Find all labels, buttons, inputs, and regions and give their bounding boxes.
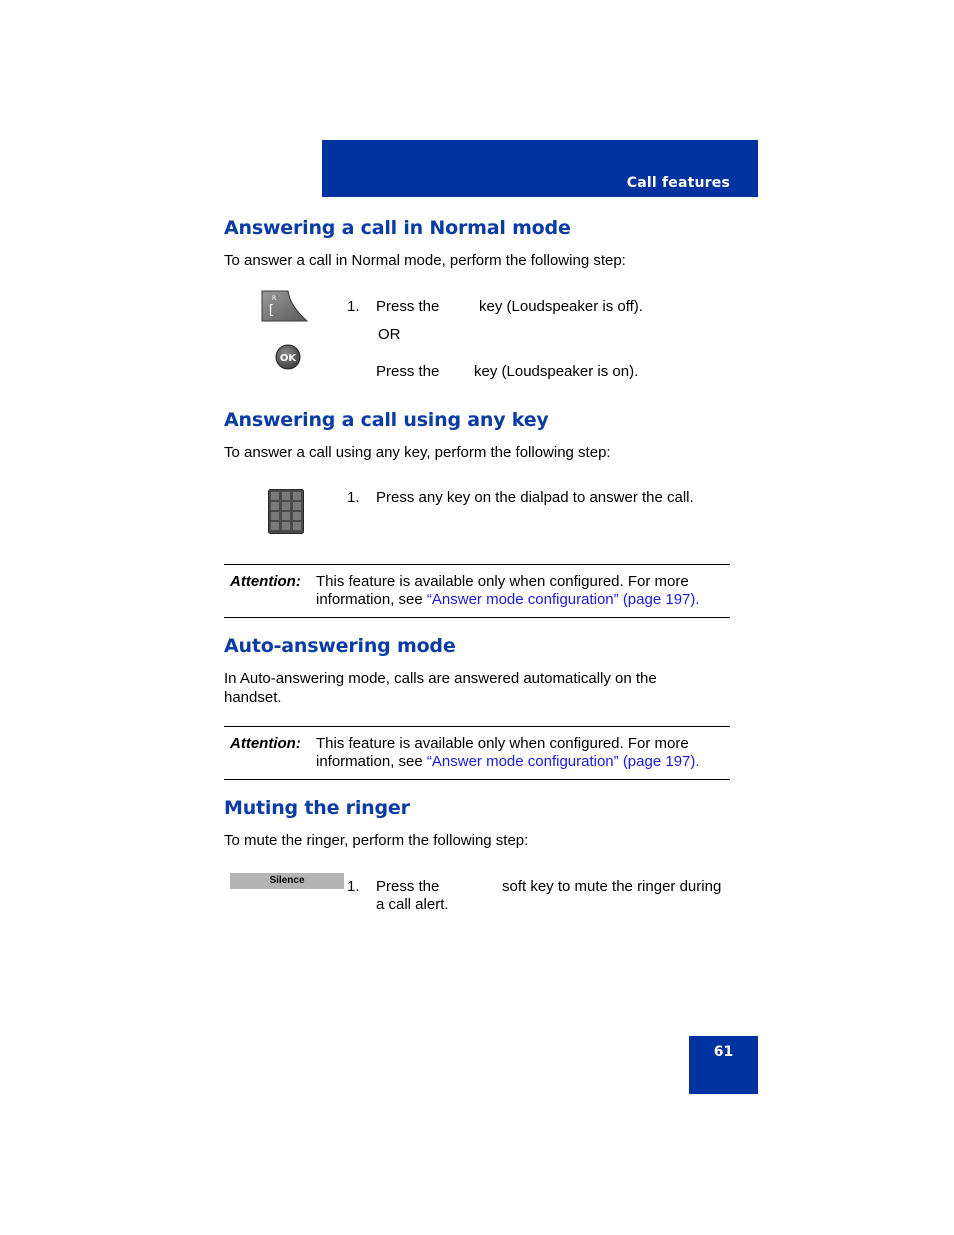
step-text: Press any key on the dialpad to answer the call. bbox=[376, 489, 694, 506]
page-number: 61 bbox=[713, 1044, 734, 1060]
chapter-title: Call features bbox=[626, 175, 730, 191]
attention-note bbox=[316, 735, 726, 771]
intro-auto-answering: In Auto-answering mode, calls are answered automatically on the handset. bbox=[224, 670, 657, 706]
step-text: soft key to mute the ringer during bbox=[502, 878, 722, 895]
intro-normal-mode: To answer a call in Normal mode, perform the following step: bbox=[224, 252, 626, 269]
divider bbox=[224, 564, 730, 565]
link-period: . bbox=[695, 753, 700, 770]
attention-label: Attention: bbox=[230, 735, 301, 752]
page-number-box bbox=[689, 1036, 758, 1094]
step-text: Press the bbox=[376, 298, 440, 315]
heading-muting-ringer: Muting the ringer bbox=[224, 797, 410, 819]
link-period: . bbox=[695, 591, 700, 608]
divider bbox=[224, 726, 730, 727]
intro-muting-ringer: To mute the ringer, perform the following step: bbox=[224, 832, 529, 849]
divider bbox=[224, 779, 730, 780]
attention-note bbox=[316, 573, 726, 609]
step-text: Press the bbox=[376, 878, 440, 895]
step-text: key (Loudspeaker is on). bbox=[474, 363, 639, 380]
chapter-header-band bbox=[322, 140, 758, 197]
answer-key-icon bbox=[260, 290, 308, 322]
svg-text:[: [ bbox=[267, 303, 275, 318]
attention-label: Attention: bbox=[230, 573, 301, 590]
step-text: key (Loudspeaker is off). bbox=[479, 298, 643, 315]
step-number: 1. bbox=[347, 489, 360, 506]
heading-normal-mode: Answering a call in Normal mode bbox=[224, 217, 571, 239]
svg-text:OK: OK bbox=[279, 353, 297, 364]
attention-text: This feature is available only when configured. For more information, see bbox=[316, 735, 689, 770]
heading-auto-answering: Auto-answering mode bbox=[224, 635, 456, 657]
svg-text:R: R bbox=[272, 295, 277, 302]
dialpad-icon bbox=[268, 489, 304, 534]
heading-any-key: Answering a call using any key bbox=[224, 409, 549, 431]
divider bbox=[224, 617, 730, 618]
step-number: 1. bbox=[347, 298, 360, 315]
step-number: 1. bbox=[347, 878, 360, 895]
answer-mode-configuration-link[interactable]: “Answer mode configuration” (page 197) bbox=[426, 591, 696, 608]
answer-mode-configuration-link[interactable]: “Answer mode configuration” (page 197) bbox=[426, 753, 696, 770]
silence-softkey: Silence bbox=[230, 873, 344, 889]
intro-any-key: To answer a call using any key, perform the following step: bbox=[224, 444, 611, 461]
ok-key-icon bbox=[275, 344, 301, 370]
or-text: OR bbox=[378, 326, 401, 343]
step-text: Press the bbox=[376, 363, 440, 380]
step-text: a call alert. bbox=[376, 896, 449, 913]
attention-text: This feature is available only when configured. For more information, see bbox=[316, 573, 689, 608]
